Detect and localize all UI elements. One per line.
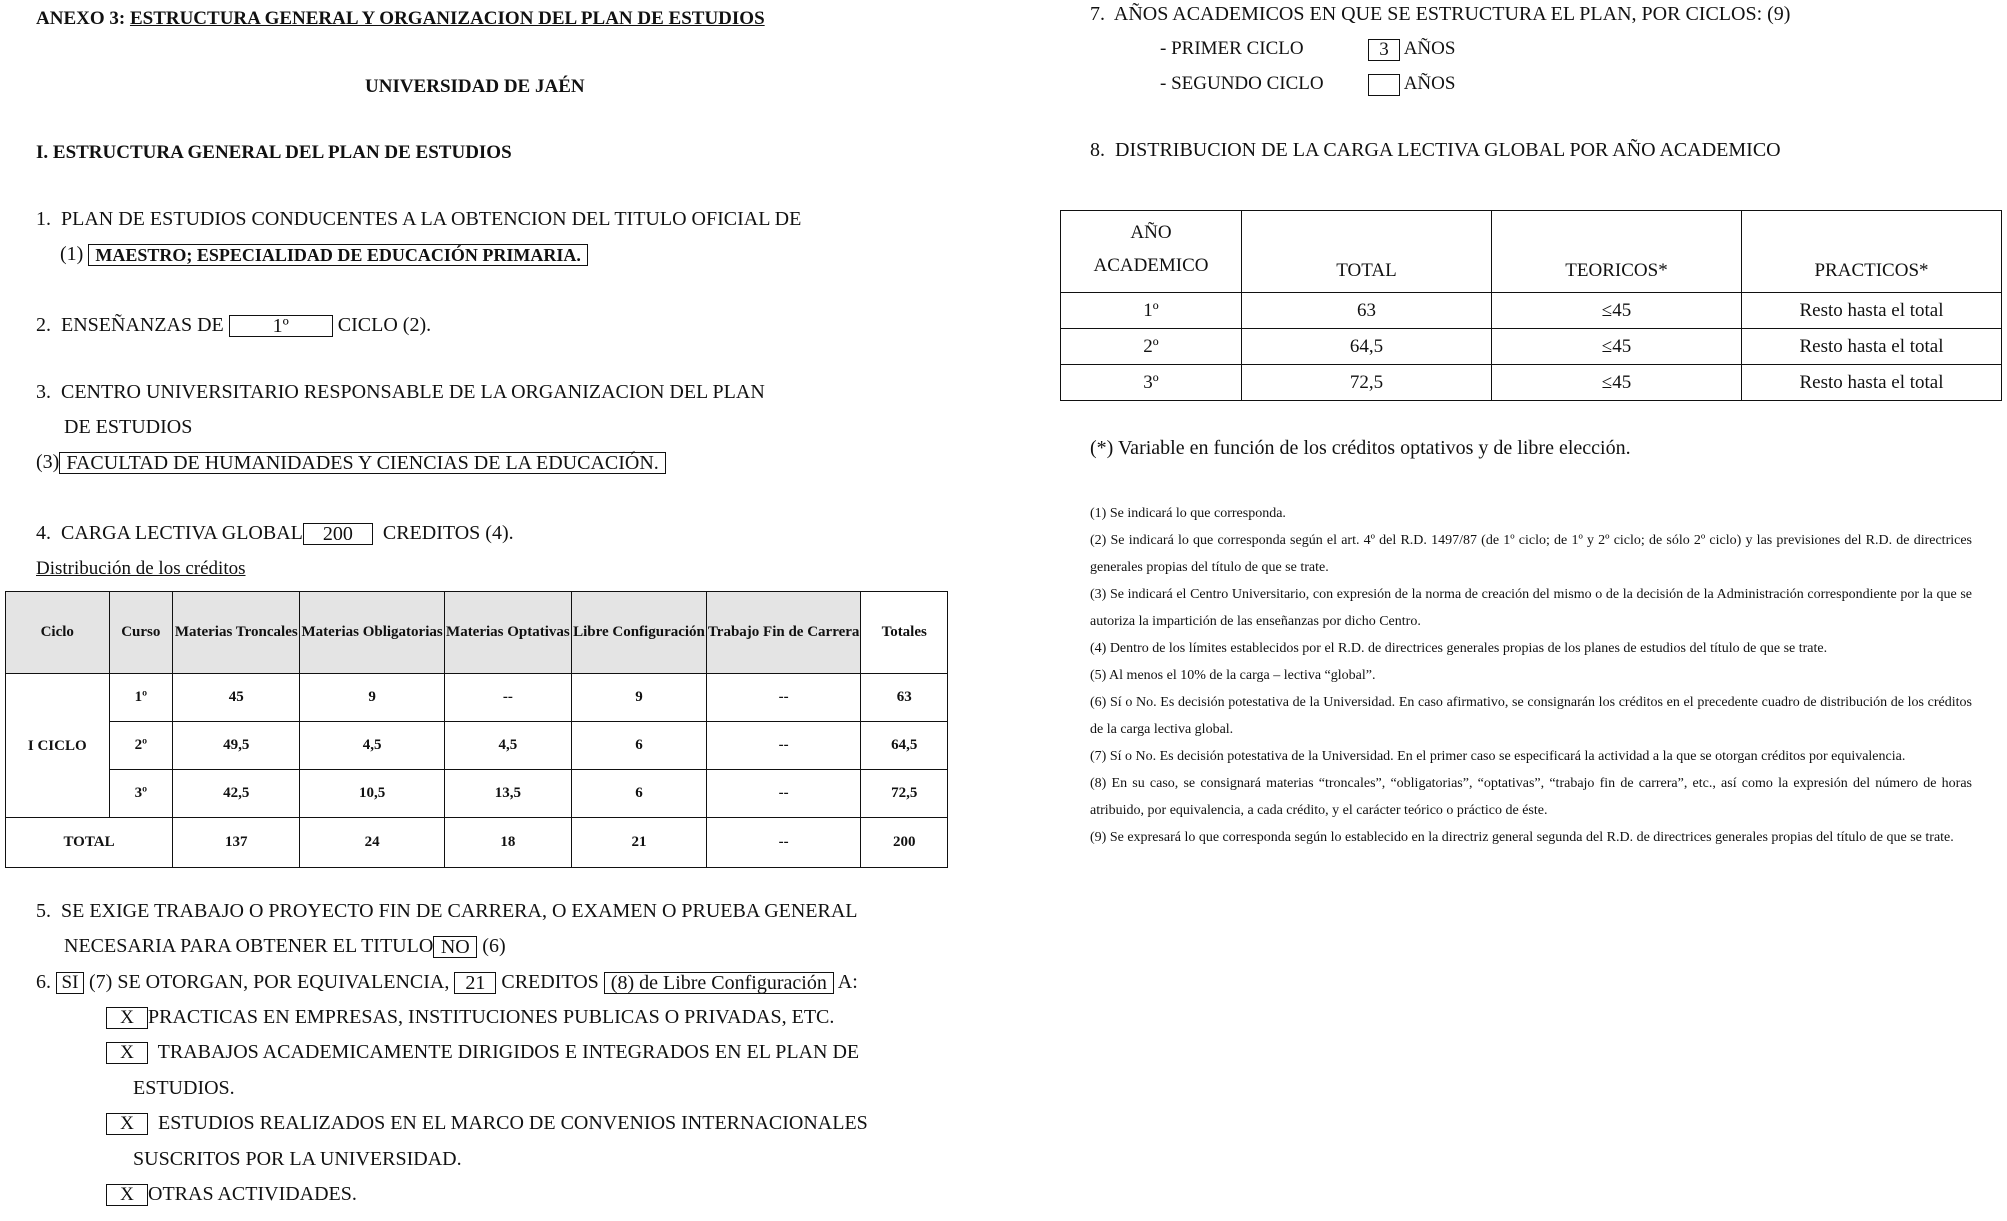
option-otras: [106, 1183, 357, 1206]
table-cell: 9: [300, 674, 444, 722]
item6-text2: CREDITOS: [501, 971, 599, 993]
item2-prefix: ENSEÑANZAS DE: [61, 314, 224, 336]
table-cell: 13,5: [444, 770, 571, 818]
footnote: (3) Se indicará el Centro Universitario, con expresión de la norma de creación del mismo o de la decisión de la Administración correspondiente por la que se autoriza la impartición de las enseñanzas por dicho Centro.: [1090, 587, 1972, 629]
item3-value-line: [36, 451, 666, 474]
header-optativas: Materias Optativas: [444, 592, 571, 674]
table-cell: --: [444, 674, 571, 722]
item5-number: 5.: [36, 900, 51, 922]
footnote: (1) Se indicará lo que corresponda.: [1090, 506, 1286, 521]
table-cell: 1º: [109, 674, 173, 722]
header-ciclo: Ciclo: [6, 592, 110, 674]
segundo-ciclo-value: [1368, 73, 1455, 96]
table-cell: 3º: [109, 770, 173, 818]
item6-number: 6.: [36, 971, 51, 993]
table-cell: 200: [861, 818, 948, 868]
unit-label: AÑOS: [1403, 38, 1456, 59]
option-label: ESTUDIOS REALIZADOS EN EL MARCO DE CONVENIOS INTERNACIONALES: [158, 1112, 868, 1134]
item2-number: 2.: [36, 314, 51, 336]
title-field: MAESTRO; ESPECIALIDAD DE EDUCACIÓN PRIMARIA.: [88, 244, 588, 266]
item3-text1: CENTRO UNIVERSITARIO RESPONSABLE DE LA ORGANIZACION DEL PLAN: [61, 381, 765, 403]
header-trabajo: Trabajo Fin de Carrera: [706, 592, 861, 674]
table-cell: ≤45: [1492, 329, 1742, 365]
footnote: (5) Al menos el 10% de la carga – lectiva “global”.: [1090, 668, 1376, 683]
option-convenios-cont: SUSCRITOS POR LA UNIVERSIDAD.: [133, 1148, 462, 1170]
table-cell: 18: [444, 818, 571, 868]
table-cell: 72,5: [861, 770, 948, 818]
anexo-title: ESTRUCTURA GENERAL Y ORGANIZACION DEL PLAN DE ESTUDIOS: [129, 8, 765, 29]
header-troncales: Materias Troncales: [173, 592, 300, 674]
table-cell: 63: [861, 674, 948, 722]
item8-line: [1090, 139, 1781, 162]
item5-text2: NECESARIA PARA OBTENER EL TITULO: [64, 935, 434, 957]
item2-suffix: CICLO (2).: [337, 314, 432, 336]
table-row: [6, 722, 948, 770]
header-libre: Libre Configuración: [572, 592, 707, 674]
university-name: UNIVERSIDAD DE JAÉN: [365, 76, 585, 97]
item5-line1: [36, 900, 858, 923]
equivalencia-checkbox[interactable]: SI: [56, 972, 84, 994]
primer-ciclo-value: [1368, 38, 1455, 61]
header-totales: Totales: [861, 592, 948, 674]
item3-line2: DE ESTUDIOS: [64, 416, 193, 438]
header-curso: Curso: [109, 592, 173, 674]
trabajos-checkbox[interactable]: X: [106, 1042, 148, 1064]
header-ano-line2: ACADEMICO: [1093, 255, 1209, 276]
table-cell: 63: [1242, 293, 1492, 329]
item8-text: DISTRIBUCION DE LA CARGA LECTIVA GLOBAL POR AÑO ACADEMICO: [1115, 139, 1781, 161]
carga-field: 200: [303, 523, 373, 545]
table-cell: 4,5: [444, 722, 571, 770]
header-total: TOTAL: [1242, 211, 1492, 293]
anexo-label: ANEXO 3:: [36, 8, 126, 29]
table-cell: Resto hasta el total: [1742, 365, 2002, 401]
footnote: (9) Se expresará lo que corresponda según lo establecido en la directriz general segunda del R.D. de directrices generales propias del título de que se trate.: [1090, 830, 1954, 845]
item5-line2: [64, 935, 506, 958]
item6-text1: (7) SE OTORGAN, POR EQUIVALENCIA,: [89, 971, 450, 993]
item6-line: [36, 971, 858, 994]
table-cell: 42,5: [173, 770, 300, 818]
anexo-heading: [36, 8, 765, 30]
equivalencia-credits-field: 21: [454, 972, 496, 994]
segundo-ciclo-label: - SEGUNDO CICLO: [1160, 73, 1324, 94]
item5-ref: (6): [482, 935, 506, 957]
table-cell: 10,5: [300, 770, 444, 818]
table-cell: 9: [572, 674, 707, 722]
table-cell: ≤45: [1492, 365, 1742, 401]
header-ano: [1061, 211, 1242, 293]
item7-line: [1090, 3, 1790, 26]
item3-line1: [36, 381, 765, 404]
variable-note: (*) Variable en función de los créditos optativos y de libre elección.: [1090, 437, 1631, 459]
item4-line: [36, 522, 514, 545]
table-cell: 49,5: [173, 722, 300, 770]
header-practicos: PRACTICOS*: [1742, 211, 2002, 293]
primer-ciclo-field: 3: [1368, 39, 1400, 61]
option-label: PRACTICAS EN EMPRESAS, INSTITUCIONES PUBLICAS O PRIVADAS, ETC.: [148, 1006, 835, 1028]
option-label: OTRAS ACTIVIDADES.: [148, 1183, 357, 1205]
primer-ciclo-label: - PRIMER CICLO: [1160, 38, 1304, 59]
table-row: [1061, 329, 2002, 365]
table-cell: 72,5: [1242, 365, 1492, 401]
footnote: (2) Se indicará lo que corresponda según el art. 4º del R.D. 1497/87 (de 1º ciclo; de 1º y 2º ciclo; de sólo 2º ciclo) y las previsiones del R.D. de directrices generales propias del título de que se trate.: [1090, 533, 1972, 575]
table-cell: 24: [300, 818, 444, 868]
footnote: (7) Sí o No. Es decisión potestativa de la Universidad. En el primer caso se especificará la actividad a la que se otorgan créditos por equivalencia.: [1090, 749, 1906, 764]
item4-prefix: CARGA LECTIVA GLOBAL: [61, 522, 303, 544]
item4-suffix: CREDITOS (4).: [382, 522, 514, 544]
segundo-ciclo-field: [1368, 74, 1400, 96]
table-cell: 21: [572, 818, 707, 868]
item7-text: AÑOS ACADEMICOS EN QUE SE ESTRUCTURA EL PLAN, POR CICLOS: (9): [1113, 3, 1791, 25]
carga-header-row: [1061, 211, 2002, 293]
table-cell: 64,5: [1242, 329, 1492, 365]
otras-checkbox[interactable]: X: [106, 1184, 148, 1206]
footnote: (8) En su caso, se consignará materias “troncales”, “obligatorias”, “optativas”, “trabajo fin de carrera”, etc., así como la expresión del número de horas atribuido, por equivalencia, a cada crédito, y el carácter teórico o práctico de éste.: [1090, 776, 1972, 818]
table-cell: 45: [173, 674, 300, 722]
item5-text: SE EXIGE TRABAJO O PROYECTO FIN DE CARRERA, O EXAMEN O PRUEBA GENERAL: [61, 900, 858, 922]
header-ano-line1: AÑO: [1130, 222, 1172, 243]
trabajo-field: NO: [433, 936, 477, 958]
practicas-checkbox[interactable]: X: [106, 1007, 148, 1029]
centro-field: FACULTAD DE HUMANIDADES Y CIENCIAS DE LA EDUCACIÓN.: [59, 452, 665, 474]
table-cell: 6: [572, 770, 707, 818]
footnotes: [1090, 500, 1972, 851]
option-convenios: [106, 1112, 868, 1135]
footnote: (4) Dentro de los límites establecidos por el R.D. de directrices generales propias de los planes de estudios del título de que se trate.: [1090, 641, 1828, 656]
table-cell: 3º: [1061, 365, 1242, 401]
option-practicas: [106, 1006, 834, 1029]
table-cell: 4,5: [300, 722, 444, 770]
table-cell: 137: [173, 818, 300, 868]
equivalencia-ref-field: (8) de Libre Configuración: [604, 972, 834, 994]
option-trabajos-cont: ESTUDIOS.: [133, 1077, 235, 1099]
carga-table: [1060, 210, 2002, 401]
section-title: I. ESTRUCTURA GENERAL DEL PLAN DE ESTUDIOS: [36, 142, 512, 163]
total-row: [6, 818, 948, 868]
table-cell: --: [706, 722, 861, 770]
table-row: [6, 770, 948, 818]
table-cell: 6: [572, 722, 707, 770]
header-teoricos: TEORICOS*: [1492, 211, 1742, 293]
table-cell: 64,5: [861, 722, 948, 770]
item1-value-line: [60, 243, 588, 266]
item1-text: PLAN DE ESTUDIOS CONDUCENTES A LA OBTENCION DEL TITULO OFICIAL DE: [61, 208, 802, 230]
convenios-checkbox[interactable]: X: [106, 1113, 148, 1135]
table-row: [1061, 293, 2002, 329]
distribution-label: Distribución de los créditos: [36, 558, 246, 579]
credits-header-row: [6, 592, 948, 674]
ciclo-cell: I CICLO: [6, 674, 110, 818]
footnote: (6) Sí o No. Es decisión potestativa de la Universidad. En caso afirmativo, se consignarán los créditos en el precedente cuadro de distribución de los créditos de la carga lectiva global.: [1090, 695, 1972, 737]
header-obligatorias: Materias Obligatorias: [300, 592, 444, 674]
option-label: TRABAJOS ACADEMICAMENTE DIRIGIDOS E INTEGRADOS EN EL PLAN DE: [157, 1041, 860, 1063]
table-cell: ≤45: [1492, 293, 1742, 329]
option-trabajos: [106, 1041, 859, 1064]
item8-number: 8.: [1090, 139, 1105, 161]
credits-table: [5, 591, 948, 868]
item7-number: 7.: [1090, 3, 1105, 25]
table-cell: 1º: [1061, 293, 1242, 329]
table-row: [1061, 365, 2002, 401]
table-cell: 2º: [1061, 329, 1242, 365]
item1-number: 1.: [36, 208, 51, 230]
unit-label: AÑOS: [1403, 73, 1456, 94]
item3-number: 3.: [36, 381, 51, 403]
table-row: [6, 674, 948, 722]
ciclo-field: 1º: [229, 315, 333, 337]
table-cell: --: [706, 674, 861, 722]
table-cell: Resto hasta el total: [1742, 293, 2002, 329]
item2-line: [36, 314, 431, 337]
item3-ref: (3): [36, 451, 60, 473]
item1-ref: (1): [60, 243, 84, 265]
table-cell: --: [706, 770, 861, 818]
item6-text3: A:: [837, 971, 858, 993]
item1-line: [36, 208, 801, 231]
item4-number: 4.: [36, 522, 51, 544]
table-cell: Resto hasta el total: [1742, 329, 2002, 365]
table-cell: 2º: [109, 722, 173, 770]
table-cell: --: [706, 818, 861, 868]
total-label: TOTAL: [6, 818, 173, 868]
